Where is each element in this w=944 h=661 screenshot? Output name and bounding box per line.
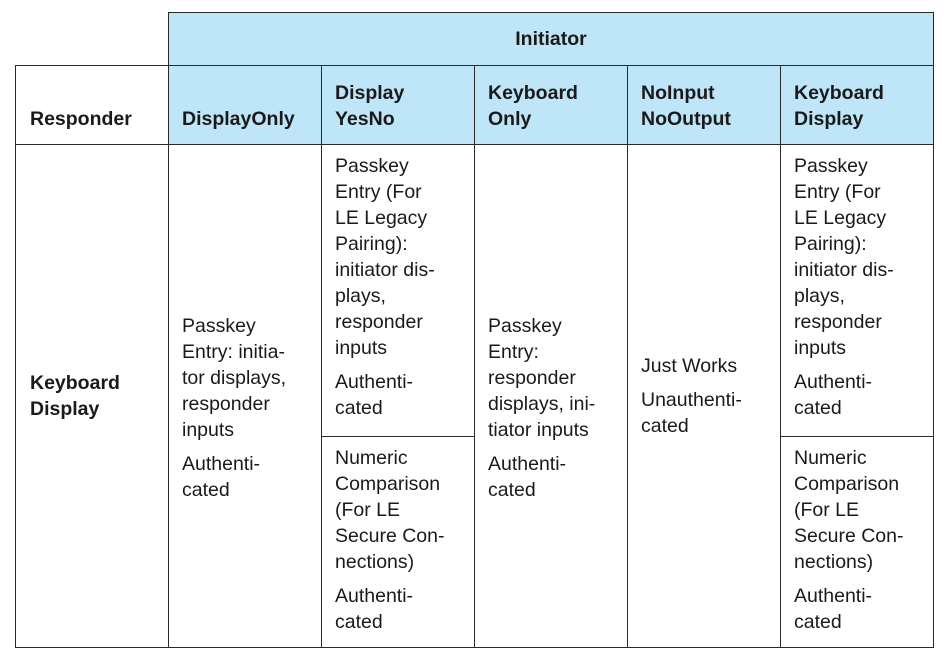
responder-label: Responder — [30, 108, 132, 130]
column-header-line: DisplayOnly — [182, 108, 295, 130]
text-line: plays, — [794, 285, 845, 307]
text-line: cated — [488, 479, 536, 501]
security-text — [488, 451, 617, 503]
security-text — [335, 369, 466, 421]
initiator-header — [168, 12, 934, 66]
text-line: cated — [794, 397, 842, 419]
text-line: cated — [641, 415, 689, 437]
column-header-keyboard-display — [780, 65, 934, 145]
text-line: (For LE — [335, 499, 401, 521]
text-line: inputs — [335, 337, 388, 359]
text-line: initiator dis- — [335, 259, 435, 281]
column-header-line: Keyboard — [794, 82, 884, 104]
text-line: cated — [794, 611, 842, 633]
cell-keyboard-display-legacy — [780, 144, 934, 437]
text-line: Comparison — [794, 473, 900, 495]
column-header-noinput-nooutput — [627, 65, 781, 145]
text-line: Unauthenti- — [641, 389, 742, 411]
cell-keyboard-only — [474, 144, 628, 648]
cell-noinput-nooutput — [627, 144, 781, 648]
cell-keyboard-display-secure — [780, 436, 934, 648]
row-label-line: Display — [30, 398, 100, 420]
method-text — [641, 353, 770, 379]
text-line: Authenti- — [335, 585, 414, 607]
text-line: plays, — [335, 285, 386, 307]
security-text — [182, 451, 311, 503]
text-line: Passkey — [794, 155, 868, 177]
row-label-keyboard-display — [15, 144, 169, 648]
method-text — [182, 313, 311, 443]
text-line: Comparison — [335, 473, 441, 495]
text-line: Just Works — [641, 355, 738, 377]
text-line: cated — [182, 479, 230, 501]
column-header-line: NoOutput — [641, 108, 731, 130]
method-text — [488, 313, 617, 443]
text-line: responder — [182, 393, 270, 415]
text-line: Passkey — [335, 155, 409, 177]
text-line: tiator inputs — [488, 419, 589, 441]
text-line: inputs — [794, 337, 847, 359]
security-text — [641, 387, 770, 439]
text-line: nections) — [335, 551, 415, 573]
column-header-line: YesNo — [335, 108, 395, 130]
text-line: inputs — [182, 419, 235, 441]
text-line: Entry: — [488, 341, 539, 363]
column-header-display-yesno — [321, 65, 475, 145]
text-line: Pairing): — [335, 233, 408, 255]
text-line: Entry: initia- — [182, 341, 285, 363]
cell-display-yesno-legacy — [321, 144, 475, 437]
method-text — [335, 445, 466, 575]
text-line: Authenti- — [794, 585, 873, 607]
security-text — [794, 369, 925, 421]
column-header-displayonly — [168, 65, 322, 145]
text-line: Entry (For — [794, 181, 881, 203]
text-line: LE Legacy — [335, 207, 428, 229]
text-line: nections) — [794, 551, 874, 573]
column-header-keyboard-only — [474, 65, 628, 145]
text-line: Numeric — [794, 447, 867, 469]
text-line: cated — [335, 611, 383, 633]
text-line: Authenti- — [335, 371, 414, 393]
text-line: (For LE — [794, 499, 860, 521]
text-line: responder — [488, 367, 576, 389]
column-header-line: Only — [488, 108, 532, 130]
text-line: displays, ini- — [488, 393, 596, 415]
cell-display-yesno-secure — [321, 436, 475, 648]
column-header-line: Display — [794, 108, 864, 130]
text-line: Numeric — [335, 447, 408, 469]
text-line: initiator dis- — [794, 259, 894, 281]
text-line: Passkey — [488, 315, 562, 337]
method-text — [794, 445, 925, 575]
security-text — [794, 583, 925, 635]
method-text — [794, 153, 925, 361]
initiator-label: Initiator — [515, 28, 587, 50]
text-line: LE Legacy — [794, 207, 887, 229]
text-line: responder — [794, 311, 882, 333]
cell-displayonly — [168, 144, 322, 648]
text-line: cated — [335, 397, 383, 419]
text-line: Passkey — [182, 315, 256, 337]
text-line: responder — [335, 311, 423, 333]
column-header-line: NoInput — [641, 82, 715, 104]
text-line: Authenti- — [182, 453, 261, 475]
text-line: Entry (For — [335, 181, 422, 203]
text-line: Secure Con- — [335, 525, 445, 547]
text-line: tor displays, — [182, 367, 287, 389]
method-text — [335, 153, 466, 361]
text-line: Authenti- — [794, 371, 873, 393]
column-header-line: Display — [335, 82, 405, 104]
row-label-line: Keyboard — [30, 372, 120, 394]
column-header-line: Keyboard — [488, 82, 578, 104]
responder-header — [15, 65, 169, 145]
security-text — [335, 583, 466, 635]
text-line: Pairing): — [794, 233, 867, 255]
text-line: Secure Con- — [794, 525, 904, 547]
text-line: Authenti- — [488, 453, 567, 475]
